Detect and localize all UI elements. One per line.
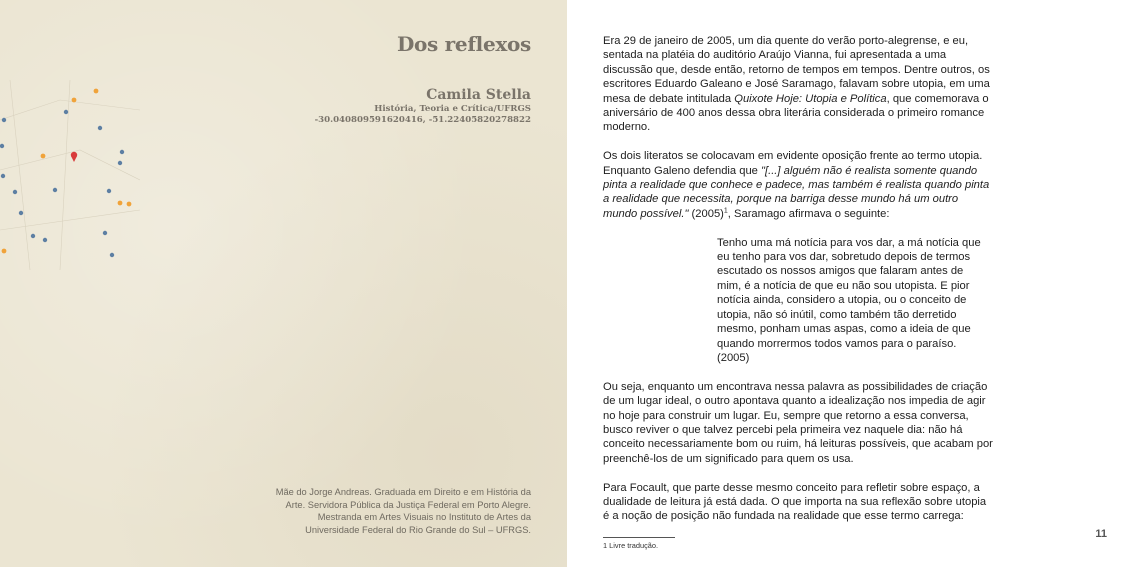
paragraph-1-text: Era 29 de janeiro de 2005, um dia quente do verão porto-alegrense, e eu, sentada na platéia do auditório Araújo Vianna, fui apresentada a uma discussão que, desde então, retorno de tempos em tempos. Dentre outros, os escritores Eduardo Galeano e José Saramago, falavam sobre utopia, em uma mesa de debate intitulada — [603, 35, 990, 105]
galeano-quote-year: (2005) — [691, 207, 724, 220]
paragraph-2-start: Os dois literatos se colocavam em evidente oposição frente ao termo utopia. Enquanto Galeno defendia que — [603, 150, 983, 177]
author-name: Camila Stella — [426, 87, 531, 103]
article-title: Dos reflexos — [396, 32, 531, 56]
paragraph-2 — [603, 149, 993, 221]
saramago-block-quote: Tenho uma má notícia para vos dar, a má notícia que eu tenho para vos dar, sobretudo depois de termos escutado os nossos amigos que falaram antes de mim, é a notícia de que eu não sou utopista. E pior notícia ainda, considero a utopia, ou o conceito de utopia, não só inútil, como também tão derretido mesmo, ponham umas aspas, como a ideia de que quando morrermos todos vamos para o paraíso. (2005) — [717, 236, 981, 364]
footnote: 1 Livre tradução. — [603, 540, 659, 550]
author-block — [315, 86, 531, 126]
author-affiliation: História, Teoria e Crítica/UFRGS — [374, 104, 531, 114]
map-illustration — [0, 80, 140, 270]
galeano-quote: "[...] alguém não é realista somente quando pinta a realidade que conhece e padece, mas também é realista quando pinta a realidade que necessita, porque na barriga desse mundo há um outro mundo possível." — [603, 164, 990, 220]
page-number: 11 — [1095, 528, 1107, 540]
footnote-marker[interactable]: 1 — [723, 207, 728, 215]
map-pin-red — [71, 152, 77, 162]
article-body — [603, 34, 993, 550]
author-bio: Mãe do Jorge Andreas. Graduada em Direito e em História da Arte. Servidora Pública da Justiça Federal em Porto Alegre. Mestranda em Artes Visuais no Instituto de Artes da Universidade Federal do Rio Grande do Sul – UFRGS. — [275, 487, 531, 535]
right-page — [567, 0, 1134, 567]
paragraph-4: Para Focault, que parte desse mesmo conceito para refletir sobre espaço, a dualidade de leitura já está dada. O que importa na sua reflexão sobre utopia é a noção de posição não fundada na realidade que esse termo carrega: — [603, 481, 987, 523]
footnote-divider — [603, 537, 675, 538]
event-title: Quixote Hoje: Utopia e Política — [734, 92, 887, 105]
map-roads — [0, 80, 140, 270]
paragraph-2-end: , Saramago afirmava o seguinte: — [727, 207, 890, 220]
paragraph-1-end: , que comemorava o aniversário de 400 anos dessa obra literária considerada o primeiro romance moderno. — [603, 92, 989, 134]
paragraph-1 — [603, 34, 993, 135]
author-coordinates: -30.040809591620416, -51.22405820278822 — [314, 115, 531, 125]
paragraph-3: Ou seja, enquanto um encontrava nessa palavra as possibilidades de criação de um lugar ideal, o outro apontava quanto a idealização nos impedia de agir no hoje para construir um lugar. Eu, sempre que retorno a essa conversa, busco reviver o que talvez percebi pela primeira vez naquele dia: não há conceito necessariamente bom ou ruim, há leituras possíveis, que acabam por preenchê-los de um significado para quem os usa. — [603, 380, 993, 465]
